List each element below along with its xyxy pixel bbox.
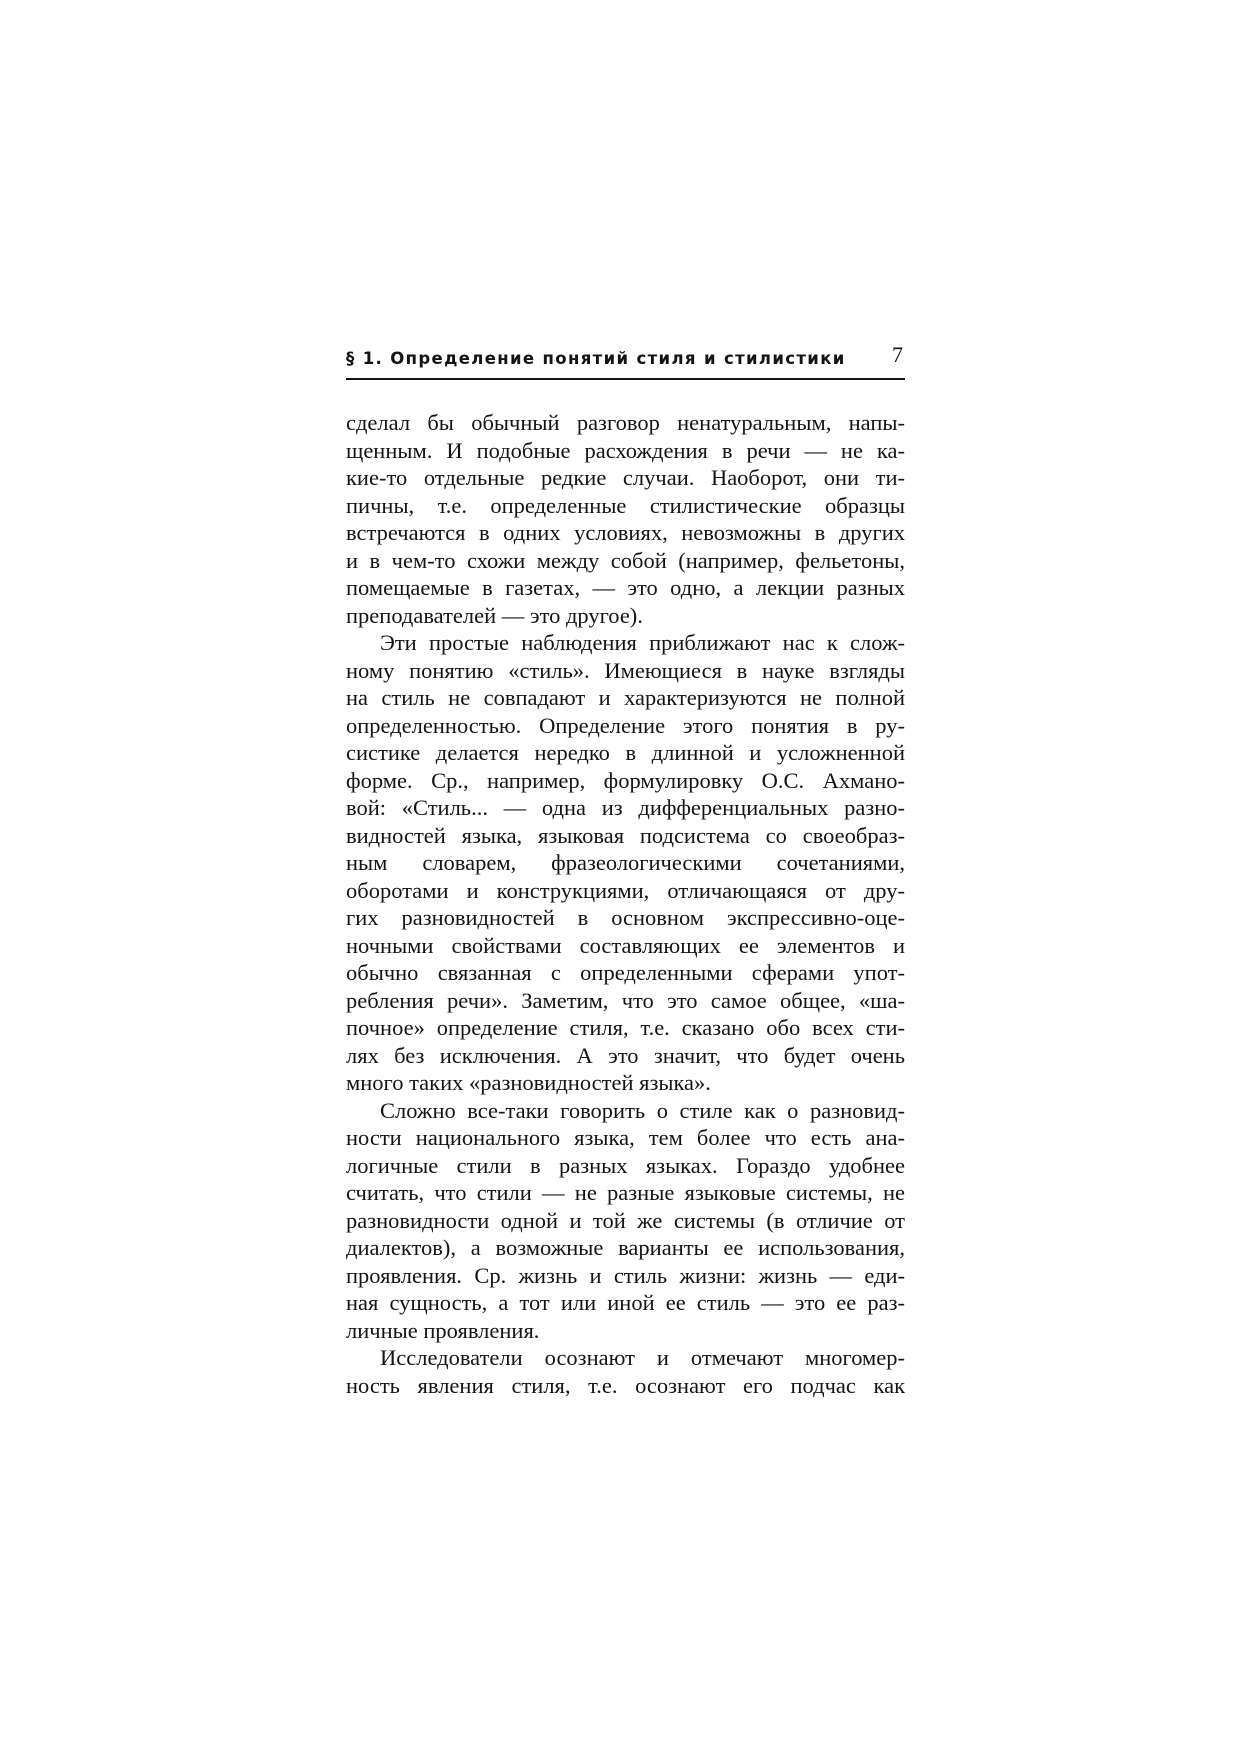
- paragraph: [346, 629, 905, 1097]
- text-line: обычно связанная с определенными сферами упот-: [346, 960, 905, 985]
- text-line: личные проявления.: [346, 1317, 540, 1343]
- text-line: форме. Ср., например, формулировку О.С. Ахмано-: [346, 767, 905, 793]
- text-line: ночными свойствами составляющих ее элементов и: [346, 932, 905, 958]
- text-line: ному понятию «стиль». Имеющиеся в науке взгляды: [346, 657, 905, 683]
- text-line: щенным. И подобные расхождения в речи — не ка-: [346, 437, 905, 463]
- text-line: почное» определение стиля, т.е. сказано обо всех сти-: [346, 1015, 905, 1040]
- text-line: и в чем-то схожи между собой (например, фельетоны,: [346, 547, 905, 573]
- text-line: лях без исключения. А это значит, что будет очень: [346, 1042, 905, 1068]
- text-line: логичные стили в разных языках. Гораздо удобнее: [346, 1152, 905, 1178]
- text-line: много таких «разновидностей языка».: [346, 1070, 711, 1095]
- text-line: проявления. Ср. жизнь и стиль жизни: жизнь — еди-: [346, 1262, 905, 1288]
- text-line: ности национального языка, тем более что есть ана-: [346, 1125, 905, 1150]
- text-line: видностей языка, языковая подсистема со своеобраз-: [346, 822, 905, 848]
- text-line: ная сущность, а тот или иной ее стиль — это ее раз-: [346, 1290, 905, 1315]
- paragraph: [346, 1344, 905, 1399]
- text-line: помещаемые в газетах, — это одно, а лекции разных: [346, 575, 905, 600]
- text-line: Эти простые наблюдения приближают нас к слож-: [380, 630, 905, 655]
- text-line: Сложно все-таки говорить о стиле как о разновид-: [380, 1097, 905, 1123]
- text-line: оборотами и конструкциями, отличающаяся от дру-: [346, 877, 905, 903]
- text-line: ность явления стиля, т.е. осознают его подчас как: [346, 1372, 905, 1398]
- text-line: считать, что стили — не разные языковые системы, не: [346, 1180, 905, 1205]
- text-line: разновидности одной и той же системы (в отличие от: [346, 1207, 905, 1233]
- running-header: [346, 342, 905, 380]
- text-line: вой: «Стиль... — одна из дифференциальных разно-: [346, 795, 905, 820]
- body-text: [346, 409, 905, 1399]
- text-line: Исследователи осознают и отмечают многомер-: [380, 1345, 905, 1370]
- text-line: кие-то отдельные редкие случаи. Наоборот, они ти-: [346, 465, 905, 490]
- text-line: систике делается нередко в длинной и усложненной: [346, 740, 905, 765]
- text-line: ребления речи». Заметим, что это самое общее, «ша-: [346, 987, 905, 1013]
- running-title: § 1. Определение понятий стиля и стилистики: [346, 349, 846, 368]
- paragraph: [346, 1097, 905, 1345]
- text-line: определенностью. Определение этого понятия в ру-: [346, 712, 905, 738]
- paragraph: [346, 409, 905, 629]
- text-line: встречаются в одних условиях, невозможны в других: [346, 520, 905, 545]
- text-line: ным словарем, фразеологическими сочетаниями,: [346, 850, 905, 875]
- page-number: 7: [892, 342, 903, 367]
- text-line: гих разновидностей в основном экспрессивно-оце-: [346, 905, 905, 930]
- text-line: пичны, т.е. определенные стилистические образцы: [346, 492, 905, 518]
- text-line: преподавателей — это другое).: [346, 602, 643, 628]
- text-line: сделал бы обычный разговор ненатуральным, напы-: [346, 410, 905, 435]
- text-line: на стиль не совпадают и характеризуются не полной: [346, 685, 905, 710]
- text-line: диалектов), а возможные варианты ее использования,: [346, 1235, 905, 1260]
